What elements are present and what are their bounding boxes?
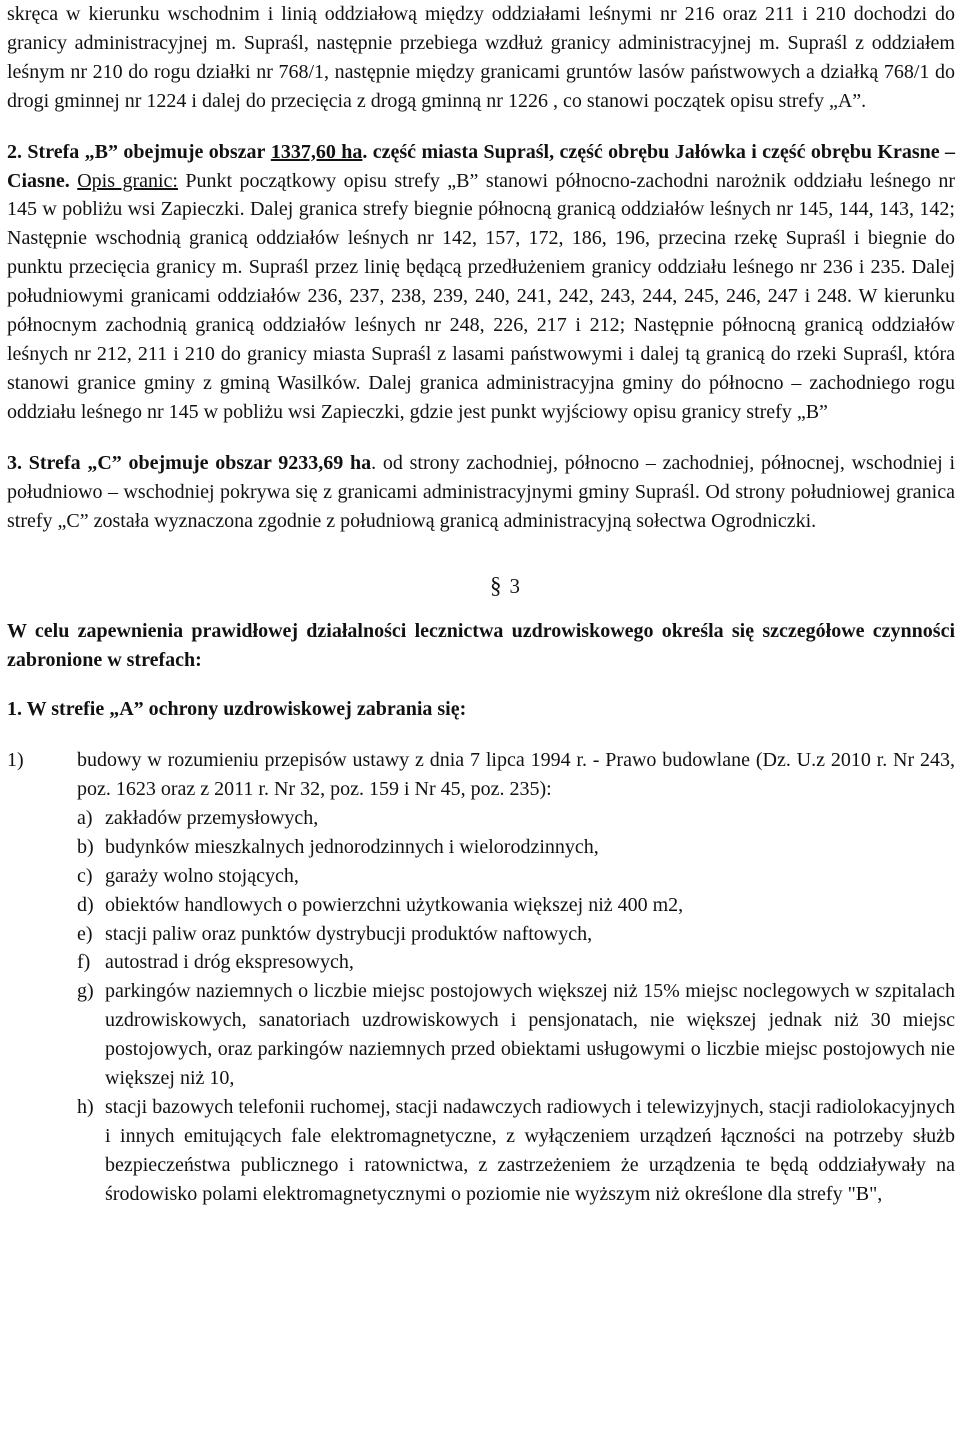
sub-item-d	[77, 891, 955, 920]
sub-item-text: stacji bazowych telefonii ruchomej, stacji nadawczych radiowych i telewizyjnych, stacji radiolokacyjnych i innych emitujących fale elektromagnetyczne, z wyłączeniem urządzeń łączności na potrzeby służb bezpieczeństwa publicznego i ratownictwa, z zastrzeżeniem że urządzenia te będą oddziaływały na środowisko polami elektromagnetycznymi o poziomie nie wyższym niż określone dla strefy "B",	[105, 1096, 955, 1205]
sub-item-marker: c)	[77, 864, 93, 887]
sub-item-a	[77, 804, 955, 833]
sub-item-text: zakładów przemysłowych,	[105, 806, 319, 829]
sub-item-f	[77, 948, 955, 977]
zone-b-paragraph	[7, 138, 955, 427]
section-number: 3	[509, 574, 520, 599]
zone-b-area: 1337,60 ha	[270, 140, 363, 163]
sub-item-text: budynków mieszkalnych jednorodzinnych i wielorodzinnych,	[105, 835, 599, 858]
zone-a-heading: 1. W strefie „A” ochrony uzdrowiskowej zabrania się:	[7, 698, 467, 721]
document-page	[7, 0, 955, 1209]
zone-b-text: Punkt początkowy opisu strefy „B” stanowi północno-zachodni narożnik oddziału leśnego nr 145 w pobliżu wsi Zapieczki. Dalej granica strefy biegnie północną granicą oddziałów leśnych nr 145, 144, 143, 142; Następnie wschodnią granicą oddziałów leśnych nr 142, 157, 172, 186, 196, przecina rzekę Supraśl i biegnie do punktu przecięcia granicy m. Supraśl przez linię będącą przedłużeniem granicy oddziału leśnego nr 236 i 235. Dalej południowymi granicami oddziałów 236, 237, 238, 239, 240, 241, 242, 243, 244, 245, 246, 247 i 248. W kierunku północnym zachodnią granicą oddziałów leśnych nr 248, 226, 217 i 212; Następnie północną granicą oddziałów leśnych nr 212, 211 i 210 do granicy miasta Supraśl z lasami państwowymi i dalej tą granicą do rzeki Supraśl, która stanowi granice gminy z gminą Wasilków. Dalej granica administracyjna gminy do północno – zachodniego rogu oddziału leśnego nr 145 w pobliżu wsi Zapieczki, gdzie jest punkt wyjściowy opisu granicy strefy „B”	[7, 169, 956, 423]
sub-item-text: autostrad i dróg ekspresowych,	[105, 951, 354, 974]
zone-c-paragraph	[7, 449, 955, 536]
sub-item-marker: b)	[77, 835, 94, 858]
zone-c-text: . od strony zachodniej, północno – zachodniej, północnej, wschodniej i południowo – wschodniej pokrywa się z granicami administracyjnymi gminy Supraśl. Od strony południowej granica strefy „C” została wyznaczona zgodnie z południową granicą administracyjną sołectwa Ogrodniczki.	[7, 451, 955, 532]
section-sign: §	[490, 573, 502, 599]
sub-item-b	[77, 833, 955, 862]
list-item	[7, 746, 955, 1209]
sub-item-h	[77, 1093, 955, 1209]
sub-item-text: parkingów naziemnych o liczbie miejsc postojowych większej niż 15% miejsc noclegowych w szpitalach uzdrowiskowych, sanatoriach uzdrowiskowych i pensjonatach, nie większej jednak niż 30 miejsc postojowych, oraz parkingów naziemnych przed obiektami usługowymi o liczbie miejsc postojowych nie większej niż 10,	[105, 980, 955, 1090]
prohibitions-list	[7, 746, 955, 1209]
list-item-marker: 1)	[7, 749, 24, 772]
zone-b-desc: . część miasta Supraśl, część obrębu Jałówka i część obrębu Krasne – Ciasne.	[7, 140, 956, 192]
intro-text: skręca w kierunku wschodnim i linią oddziałową między oddziałami leśnymi nr 216 oraz 211 i 210 dochodzi do granicy administracyjnej m. Supraśl, następnie przebiega wzdłuż granicy administracyjnej m. Supraśl z oddziałem leśnym nr 210 do rogu działki nr 768/1, następnie między granicami gruntów lasów państwowych a działką 768/1 do drogi gminnej nr 1224 i dalej do przecięcia z drogą gminną nr 1226 , co stanowi początek opisu strefy „A”.	[7, 3, 955, 112]
main-heading: W celu zapewnienia prawidłowej działalności lecznictwa uzdrowiskowego określa się szczegółowe czynności zabronione w strefach:	[7, 620, 955, 672]
sub-item-c	[77, 862, 955, 891]
sub-item-e	[77, 920, 955, 949]
zone-b-number: 2.	[7, 140, 22, 163]
sub-item-marker: a)	[77, 806, 93, 829]
zone-b-title: Strefa „B” obejmuje obszar	[27, 140, 266, 163]
sub-list	[77, 804, 955, 1209]
sub-item-marker: g)	[77, 980, 94, 1003]
sub-item-text: stacji paliw oraz punktów dystrybucji produktów naftowych,	[105, 922, 593, 945]
sub-item-marker: d)	[77, 893, 94, 916]
zone-c-heading: 3. Strefa „C” obejmuje obszar 9233,69 ha	[7, 451, 372, 474]
sub-item-marker: h)	[77, 1096, 94, 1118]
sub-item-text: obiektów handlowych o powierzchni użytkowania większej niż 400 m2,	[105, 893, 684, 916]
intro-paragraph	[7, 0, 955, 116]
sub-item-marker: e)	[77, 922, 93, 945]
list-item-text: budowy w rozumieniu przepisów ustawy z dnia 7 lipca 1994 r. - Prawo budowlane (Dz. U.z 2010 r. Nr 243, poz. 1623 oraz z 2011 r. Nr 32, poz. 159 i Nr 45, poz. 235):	[77, 749, 955, 801]
sub-item-text: garaży wolno stojących,	[105, 864, 299, 887]
section-mark	[7, 573, 955, 599]
zone-b-borders-label: Opis granic:	[77, 169, 178, 192]
sub-item-marker: f)	[77, 951, 91, 974]
sub-item-g	[77, 977, 955, 1093]
